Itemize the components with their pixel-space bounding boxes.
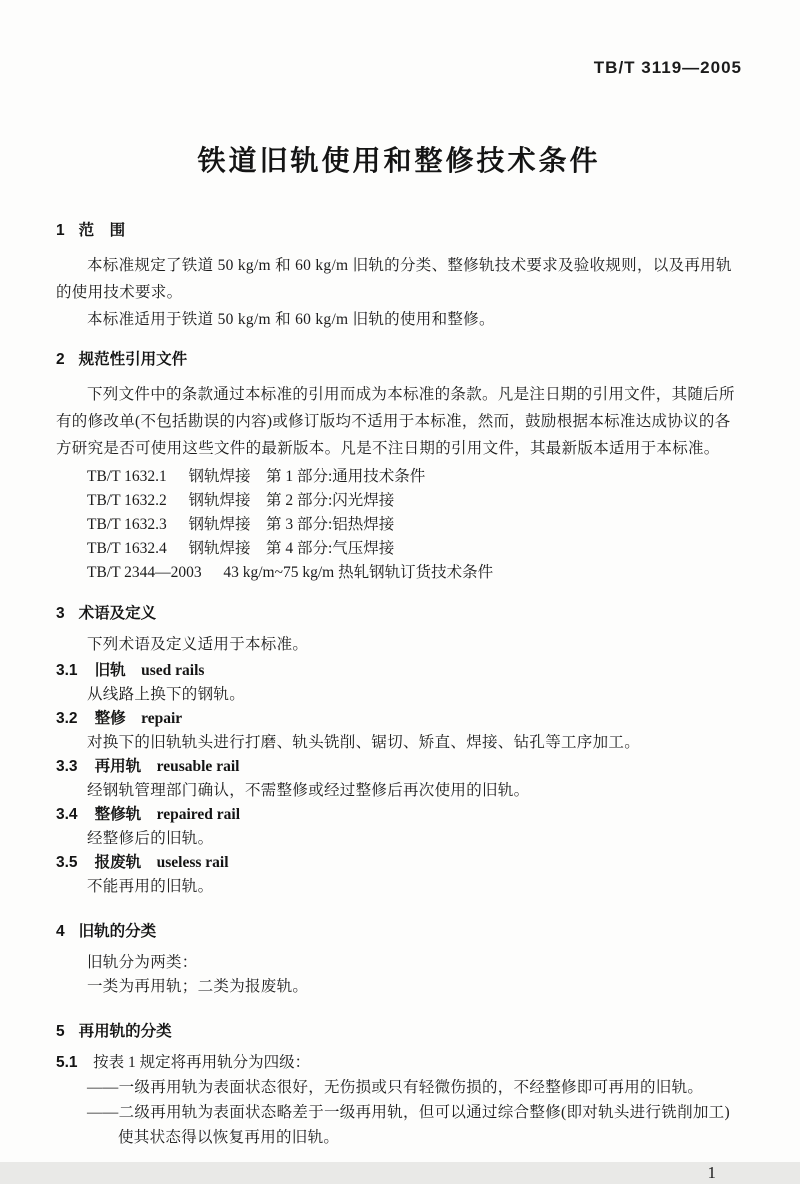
term-name-en: repaired rail — [156, 806, 240, 823]
reference-code: TB/T 1632.3 — [87, 516, 167, 533]
term-list — [56, 659, 742, 899]
clause-number: 5.1 — [56, 1054, 78, 1071]
section-number: 5 — [56, 1023, 65, 1040]
term-name-zh: 整修轨 — [94, 806, 142, 823]
document-title: 铁道旧轨使用和整修技术条件 — [197, 145, 601, 176]
section-heading-terms — [56, 603, 742, 624]
term-definition: 对换下的旧轨轨头进行打磨、轨头铣削、锯切、矫直、焊接、钻孔等工序加工。 — [87, 734, 641, 751]
reference-item — [56, 537, 742, 561]
term-definition: 从线路上换下的钢轨。 — [87, 686, 246, 703]
term-number: 3.1 — [56, 662, 78, 679]
terms-intro: 下列术语及定义适用于本标准。 — [87, 636, 309, 653]
term-number: 3.3 — [56, 758, 78, 775]
reference-title: 钢轨焊接 第 2 部分:闪光焊接 — [188, 492, 395, 509]
reference-item — [56, 513, 742, 537]
section-number: 2 — [56, 351, 65, 368]
term-heading — [56, 659, 742, 683]
term-name-en: reusable rail — [156, 758, 240, 775]
reference-list — [56, 465, 742, 585]
section-number: 4 — [56, 923, 65, 940]
section-title: 规范性引用文件 — [78, 351, 188, 368]
term-definition: 不能再用的旧轨。 — [87, 878, 214, 895]
reference-item — [56, 489, 742, 513]
dash-bullet: —— — [87, 1104, 119, 1121]
term-name-en: repair — [141, 710, 183, 727]
term-number: 3.4 — [56, 806, 78, 823]
dash-bullet: —— — [87, 1079, 119, 1096]
page-number: 1 — [707, 1163, 716, 1182]
reusable-grade-text: 二级再用轨为表面状态略差于一级再用轨，但可以通过综合整修(即对轨头进行铣削加工)使其状态得以恢复再用的旧轨。 — [118, 1104, 730, 1146]
term-name-en: used rails — [141, 662, 205, 679]
term-name-zh: 整修 — [94, 710, 126, 727]
section-title: 旧轨的分类 — [78, 923, 157, 940]
reference-title: 43 kg/m~75 kg/m 热轧钢轨订货技术条件 — [223, 564, 494, 581]
reference-code: TB/T 1632.1 — [87, 468, 167, 485]
term-heading — [56, 707, 742, 731]
term-name-zh: 报废轨 — [94, 854, 142, 871]
clause-text: 按表 1 规定将再用轨分为四级： — [93, 1054, 311, 1071]
section-heading-references — [56, 349, 742, 370]
reference-title: 钢轨焊接 第 1 部分:通用技术条件 — [188, 468, 426, 485]
reference-title: 钢轨焊接 第 4 部分:气压焊接 — [188, 540, 395, 557]
classification-line-2: 一类为再用轨；二类为报废轨。 — [87, 978, 309, 995]
section-title: 范 围 — [78, 222, 126, 239]
scope-paragraph-2: 本标准适用于铁道 50 kg/m 和 60 kg/m 旧轨的使用和整修。 — [87, 311, 495, 328]
reference-title: 钢轨焊接 第 3 部分:铝热焊接 — [188, 516, 395, 533]
reference-code: TB/T 2344—2003 — [87, 564, 202, 581]
section-heading-reusable-classification — [56, 1021, 742, 1042]
reusable-grade-item — [56, 1100, 742, 1150]
clause-5-1 — [56, 1051, 742, 1075]
term-name-en: useless rail — [156, 854, 229, 871]
term-name-zh: 旧轨 — [94, 662, 126, 679]
reference-code: TB/T 1632.2 — [87, 492, 167, 509]
classification-line-1: 旧轨分为两类： — [87, 954, 198, 971]
reference-item — [56, 465, 742, 489]
section-heading-classification — [56, 921, 742, 942]
section-number: 3 — [56, 605, 65, 622]
section-title: 再用轨的分类 — [78, 1023, 172, 1040]
scope-paragraph-1: 本标准规定了铁道 50 kg/m 和 60 kg/m 旧轨的分类、整修轨技术要求及验收规则，以及再用轨的使用技术要求。 — [56, 257, 732, 301]
section-title: 术语及定义 — [78, 605, 157, 622]
reusable-grade-text: 一级再用轨为表面状态很好，无伤损或只有轻微伤损的，不经整修即可再用的旧轨。 — [118, 1079, 704, 1096]
term-definition: 经钢轨管理部门确认，不需整修或经过整修后再次使用的旧轨。 — [87, 782, 530, 799]
term-heading — [56, 755, 742, 779]
reference-code: TB/T 1632.4 — [87, 540, 167, 557]
term-heading — [56, 851, 742, 875]
term-number: 3.5 — [56, 854, 78, 871]
term-definition: 经整修后的旧轨。 — [87, 830, 214, 847]
section-number: 1 — [56, 222, 65, 239]
term-number: 3.2 — [56, 710, 78, 727]
term-name-zh: 再用轨 — [94, 758, 142, 775]
section-heading-scope — [56, 220, 742, 241]
reusable-grade-item — [56, 1075, 742, 1100]
reference-item — [56, 561, 742, 585]
standard-code: TB/T 3119—2005 — [593, 58, 742, 77]
term-heading — [56, 803, 742, 827]
references-intro: 下列文件中的条款通过本标准的引用而成为本标准的条款。凡是注日期的引用文件，其随后所有的修改单(不包括勘误的内容)或修订版均不适用于本标准，然而，鼓励根据本标准达成协议的各方研究是否可使用这些文件的最新版本。凡是不注日期的引用文件，其最新版本适用于本标准。 — [56, 386, 735, 457]
